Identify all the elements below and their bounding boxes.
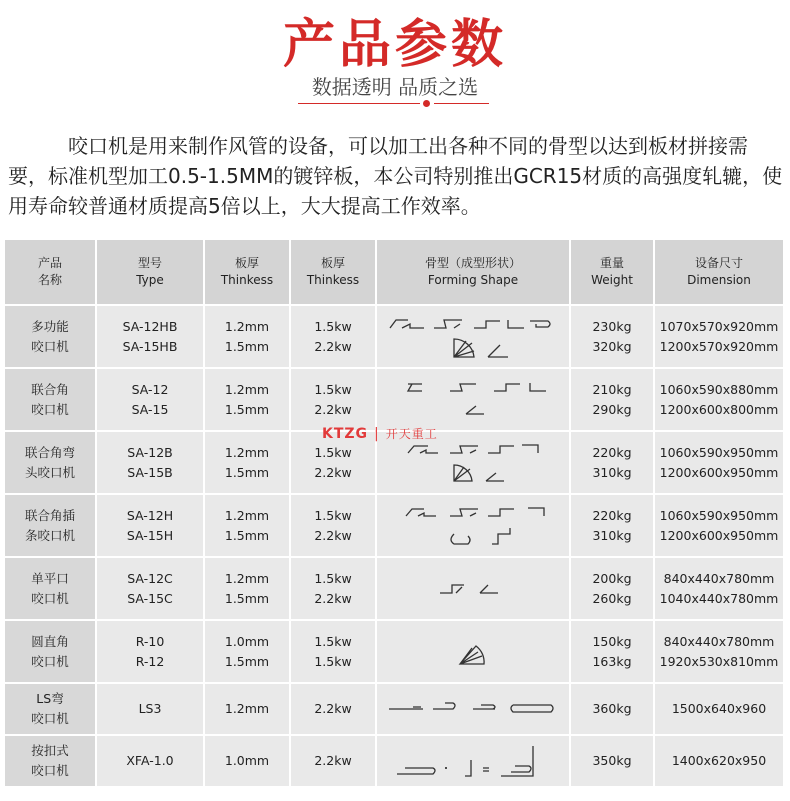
model-type: LS3	[97, 684, 205, 736]
model-type: SA-12 SA-15	[97, 369, 205, 432]
forming-shape	[377, 736, 571, 788]
product-name: 联合角 咬口机	[5, 369, 97, 432]
subtitle-rule-right	[434, 103, 489, 104]
spec-table	[5, 240, 785, 788]
thickness: 1.2mm 1.5mm	[205, 306, 291, 369]
page-subtitle: 数据透明 品质之选	[311, 75, 479, 99]
forming-shape	[377, 621, 571, 684]
dimension: 1500x640x960	[655, 684, 785, 736]
dimension: 1060x590x950mm 1200x600x950mm	[655, 495, 785, 558]
thickness: 1.2mm 1.5mm	[205, 558, 291, 621]
model-type: SA-12B SA-15B	[97, 432, 205, 495]
forming-shape	[377, 684, 571, 736]
weight: 230kg 320kg	[571, 306, 655, 369]
dimension: 1060x590x950mm 1200x600x950mm	[655, 432, 785, 495]
header-thickness-2: 板厚 Thinkess	[291, 240, 377, 306]
product-name: 联合角插 条咬口机	[5, 495, 97, 558]
watermark-separator: |	[374, 426, 380, 442]
power: 2.2kw	[291, 736, 377, 788]
product-name: 圆直角 咬口机	[5, 621, 97, 684]
power: 1.5kw 2.2kw	[291, 306, 377, 369]
table-row	[5, 621, 785, 684]
header-name: 产品 名称	[5, 240, 97, 306]
subtitle-rule-left	[298, 103, 420, 104]
intro-text: 咬口机是用来制作风管的设备，可以加工出各种不同的骨型以达到板材拼接需要，标准机型加工0.5-1.5MM的镀锌板，本公司特别推出GCR15材质的高强度轧辘，使用寿命较普通材质提高5倍以上，大大提高工作效率。	[8, 134, 783, 218]
page-title: 产品参数	[282, 15, 507, 75]
table-row	[5, 736, 785, 788]
weight: 360kg	[571, 684, 655, 736]
power: 1.5kw 2.2kw	[291, 369, 377, 432]
model-type: R-10 R-12	[97, 621, 205, 684]
table-row	[5, 684, 785, 736]
power: 1.5kw 1.5kw	[291, 621, 377, 684]
forming-shape	[377, 369, 571, 432]
power: 1.5kw 2.2kw	[291, 432, 377, 495]
weight: 210kg 290kg	[571, 369, 655, 432]
header-type: 型号 Type	[97, 240, 205, 306]
dimension: 840x440x780mm 1920x530x810mm	[655, 621, 785, 684]
forming-shape-icon	[383, 699, 563, 719]
watermark-brand: KTZG	[322, 426, 369, 442]
subtitle-dot	[423, 100, 430, 107]
forming-shape-icon	[388, 441, 558, 485]
forming-shape	[377, 306, 571, 369]
dimension: 840x440x780mm 1040x440x780mm	[655, 558, 785, 621]
dimension: 1070x570x920mm 1200x570x920mm	[655, 306, 785, 369]
product-name: 按扣式 咬口机	[5, 736, 97, 788]
weight: 200kg 260kg	[571, 558, 655, 621]
intro-paragraph	[8, 131, 784, 221]
table-row	[5, 495, 785, 558]
thickness: 1.0mm 1.5mm	[205, 621, 291, 684]
table-header-row	[5, 240, 785, 306]
header-weight: 重量 Weight	[571, 240, 655, 306]
forming-shape-icon	[388, 567, 558, 611]
thickness: 1.2mm	[205, 684, 291, 736]
product-name: 联合角弯 头咬口机	[5, 432, 97, 495]
model-type: SA-12H SA-15H	[97, 495, 205, 558]
watermark-name: 开天重工	[385, 427, 438, 441]
forming-shape-icon	[388, 504, 558, 548]
product-name: LS弯 咬口机	[5, 684, 97, 736]
forming-shape-icon	[388, 315, 558, 359]
thickness: 1.2mm 1.5mm	[205, 432, 291, 495]
weight: 350kg	[571, 736, 655, 788]
model-type: SA-12C SA-15C	[97, 558, 205, 621]
table-row	[5, 558, 785, 621]
table-row	[5, 306, 785, 369]
forming-shape-icon	[383, 738, 563, 784]
product-name: 多功能 咬口机	[5, 306, 97, 369]
dimension: 1400x620x950	[655, 736, 785, 788]
weight: 220kg 310kg	[571, 432, 655, 495]
brand-watermark	[322, 425, 438, 442]
thickness: 1.2mm 1.5mm	[205, 495, 291, 558]
header-forming-shape: 骨型（成型形状） Forming Shape	[377, 240, 571, 306]
forming-shape	[377, 558, 571, 621]
thickness: 1.2mm 1.5mm	[205, 369, 291, 432]
weight: 150kg 163kg	[571, 621, 655, 684]
table-row	[5, 369, 785, 432]
power: 2.2kw	[291, 684, 377, 736]
weight: 220kg 310kg	[571, 495, 655, 558]
dimension: 1060x590x880mm 1200x600x800mm	[655, 369, 785, 432]
header-dimension: 设备尺寸 Dimension	[655, 240, 785, 306]
power: 1.5kw 2.2kw	[291, 558, 377, 621]
forming-shape-icon	[388, 378, 558, 422]
model-type: XFA-1.0	[97, 736, 205, 788]
power: 1.5kw 2.2kw	[291, 495, 377, 558]
header-thickness: 板厚 Thinkess	[205, 240, 291, 306]
model-type: SA-12HB SA-15HB	[97, 306, 205, 369]
forming-shape-icon	[388, 630, 558, 674]
product-name: 单平口 咬口机	[5, 558, 97, 621]
forming-shape	[377, 495, 571, 558]
thickness: 1.0mm	[205, 736, 291, 788]
